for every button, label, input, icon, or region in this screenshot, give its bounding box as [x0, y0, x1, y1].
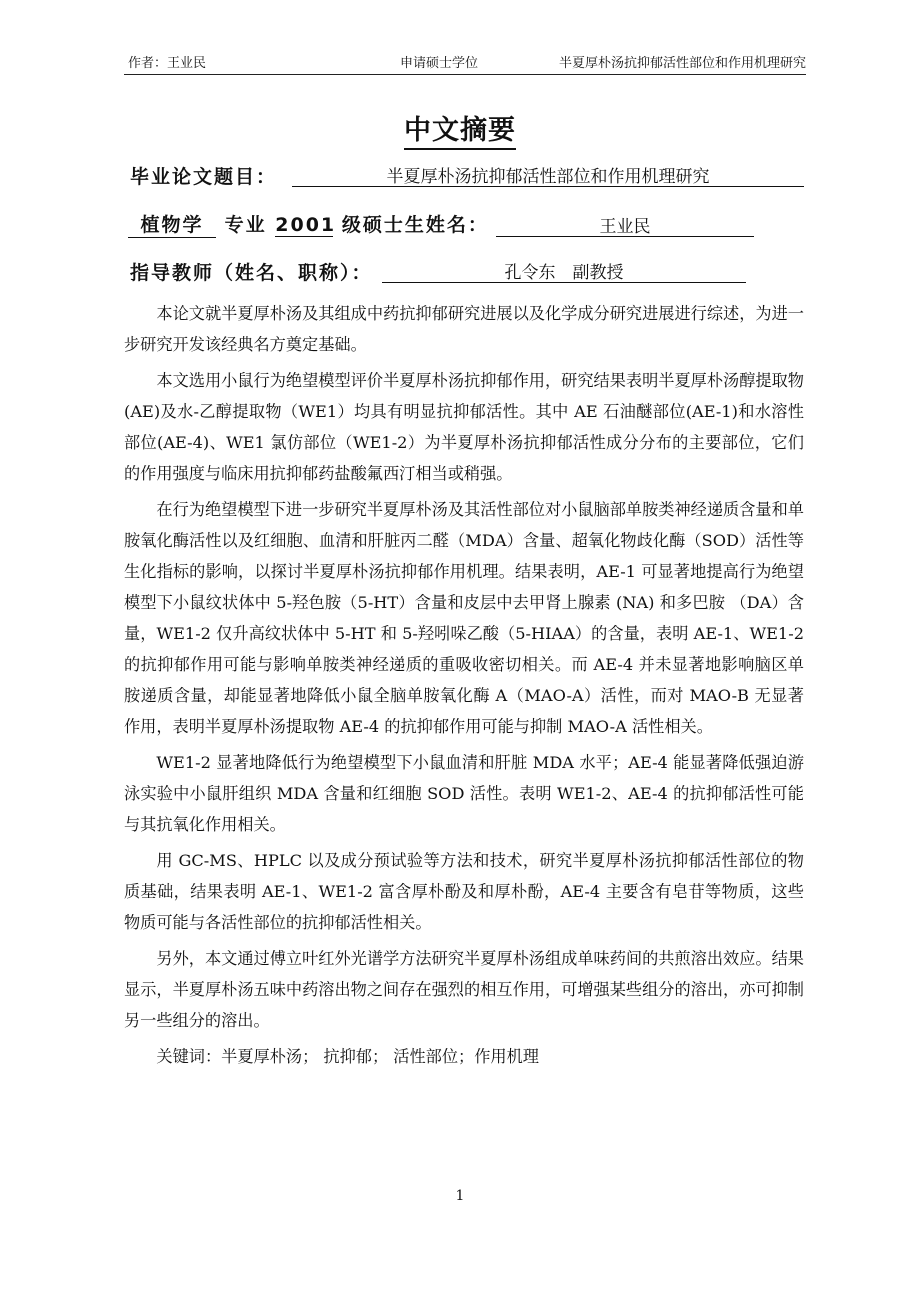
- header-degree: 申请硕士学位: [400, 56, 479, 71]
- advisor-value: 孔令东 副教授: [382, 258, 746, 283]
- keywords: 关键词：半夏厚朴汤； 抗抑郁； 活性部位；作用机理: [156, 1047, 539, 1066]
- header-rule: [124, 74, 806, 75]
- advisor-label: 指导教师（姓名、职称）：: [130, 262, 373, 284]
- abstract-paragraph-2: 本文选用小鼠行为绝望模型评价半夏厚朴汤抗抑郁作用，研究结果表明半夏厚朴汤醇提取物(AE)及水-乙醇提取物（WE1）均具有明显抗抑郁活性。其中 AE 石油醚部位(AE-1)和水溶性部位(AE-4)、WE1 氯仿部位（WE1-2）为半夏厚朴汤抗抑郁活性成分分布的主要部位，它们的作用强度与临床用抗抑郁药盐酸氟西汀相当或稍强。: [124, 371, 804, 483]
- advisor-field: [130, 258, 373, 285]
- major-label: 专业: [224, 214, 267, 236]
- header-thesis-title: 半夏厚朴汤抗抑郁活性部位和作用机理研究: [558, 56, 806, 71]
- abstract-paragraph-4: WE1-2 显著地降低行为绝望模型下小鼠血清和肝脏 MDA 水平；AE-4 能显著降低强迫游泳实验中小鼠肝组织 MDA 含量和红细胞 SOD 活性。表明 WE1-2、AE-4 的抗抑郁活性可能与其抗氧化作用相关。: [124, 753, 804, 834]
- page-number: 1: [455, 1188, 465, 1204]
- student-label: 级硕士生姓名：: [341, 214, 489, 236]
- year-value: 2001: [275, 214, 337, 236]
- page-header: [124, 52, 806, 72]
- student-name-value: 王业民: [496, 212, 754, 237]
- major-value: 植物学: [128, 210, 216, 238]
- header-author: 作者：王业民: [128, 56, 207, 71]
- major-student-field: [128, 210, 489, 238]
- page-title: 中文摘要: [0, 108, 920, 147]
- abstract-paragraph-1: 本论文就半夏厚朴汤及其组成中药抗抑郁研究进展以及化学成分研究进展进行综述，为进一步研究开发该经典名方奠定基础。: [124, 304, 804, 354]
- abstract-paragraph-5: 用 GC-MS、HPLC 以及成分预试验等方法和技术，研究半夏厚朴汤抗抑郁活性部位的物质基础，结果表明 AE-1、WE1-2 富含厚朴酚及和厚朴酚，AE-4 主要含有皂苷等物质，这些物质可能与各活性部位的抗抑郁活性相关。: [124, 851, 804, 932]
- abstract-paragraph-3: 在行为绝望模型下进一步研究半夏厚朴汤及其活性部位对小鼠脑部单胺类神经递质含量和单胺氧化酶活性以及红细胞、血清和肝脏丙二醛（MDA）含量、超氧化物歧化酶（SOD）活性等生化指标的影响，以探讨半夏厚朴汤抗抑郁作用机理。结果表明，AE-1 可显著地提高行为绝望模型下小鼠纹状体中 5-羟色胺（5-HT）含量和皮层中去甲肾上腺素 (NA) 和多巴胺 （DA）含量，WE1-2 仅升高纹状体中 5-HT 和 5-羟吲哚乙酸（5-HIAA）的含量，表明 AE-1、WE1-2 的抗抑郁作用可能与影响单胺类神经递质的重吸收密切相关。而 AE-4 并未显著地影响脑区单胺递质含量，却能显著地降低小鼠全脑单胺氧化酶 A（MAO-A）活性，而对 MAO-B 无显著作用，表明半夏厚朴汤提取物 AE-4 的抗抑郁作用可能与抑制 MAO-A 活性相关。: [124, 500, 804, 736]
- thesis-title-value: 半夏厚朴汤抗抑郁活性部位和作用机理研究: [292, 162, 804, 187]
- abstract-body: [124, 298, 804, 1077]
- thesis-title-label: 毕业论文题目：: [130, 166, 278, 188]
- abstract-paragraph-6: 另外，本文通过傅立叶红外光谱学方法研究半夏厚朴汤组成单味药间的共煎溶出效应。结果显示，半夏厚朴汤五味中药溶出物之间存在强烈的相互作用，可增强某些组分的溶出，亦可抑制另一些组分的溶出。: [124, 949, 804, 1030]
- thesis-title-field: [130, 162, 277, 189]
